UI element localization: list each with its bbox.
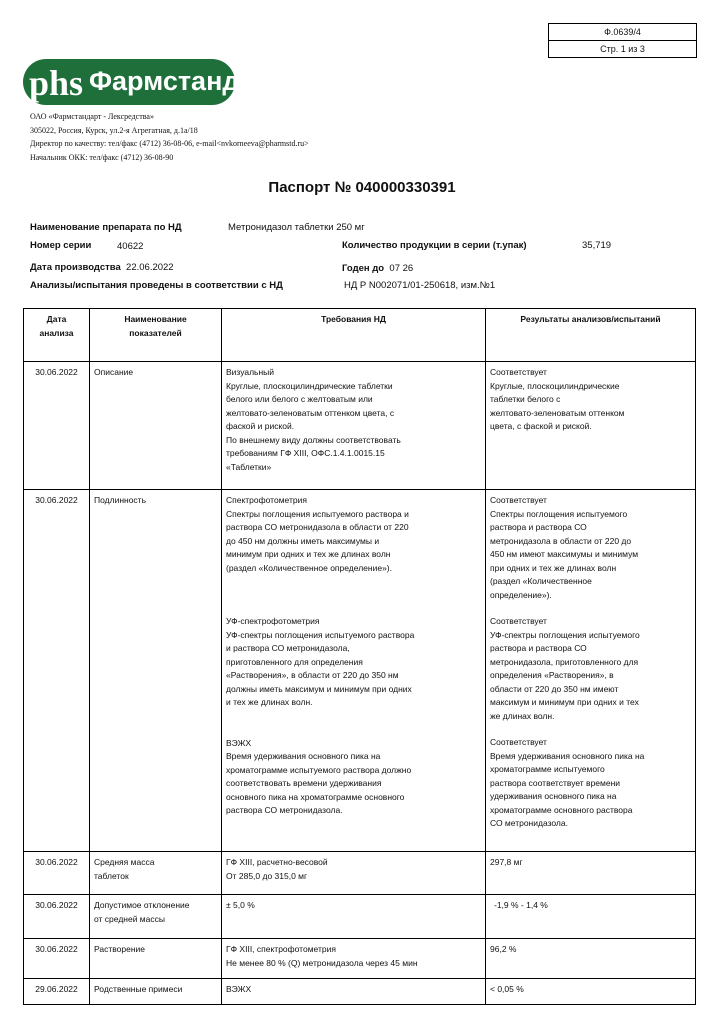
- row-requirements: [222, 852, 486, 895]
- table-row: [24, 490, 696, 852]
- row-results: [486, 362, 696, 490]
- row-date: 30.06.2022: [24, 490, 90, 852]
- requirement-text: ВЭЖХ: [226, 984, 252, 994]
- quality-director-contact: Директор по качеству: тел/факс (4712) 36-08-06, e-mail<nvkorneeva@pharmstd.ru>: [30, 139, 309, 148]
- result-text: Соответствует Время удерживания основного пика на хроматограмме испытуемого раствора соответствует времени удерживания основного пика на хроматограмме основного раствора СО метронидазола.: [490, 737, 645, 828]
- form-code-box: [548, 23, 697, 58]
- row-date: 30.06.2022: [24, 362, 90, 490]
- production-date: [30, 262, 174, 273]
- exp-label: Годен до: [342, 263, 385, 274]
- row-requirements: [222, 979, 486, 1005]
- row-date: 29.06.2022: [24, 979, 90, 1005]
- row-name: Подлинность: [90, 490, 222, 852]
- row-requirements: [222, 490, 486, 852]
- requirement-text: ГФ XIII, расчетно-весовой От 285,0 до 315,0 мг: [226, 857, 328, 881]
- result-text: -1,9 % - 1,4 %: [494, 900, 548, 910]
- drug-value: Метронидазол таблетки 250 мг: [228, 222, 365, 233]
- table-row: [24, 939, 696, 979]
- row-requirements: [222, 939, 486, 979]
- row-results: [486, 979, 696, 1005]
- requirement-text: ГФ XIII, спектрофотометрия Не менее 80 % (Q) метронидазола через 45 мин: [226, 944, 418, 968]
- drug-label: Наименование препарата по НД: [30, 222, 182, 233]
- table-row: [24, 895, 696, 939]
- row-results: [486, 939, 696, 979]
- row-results: [486, 852, 696, 895]
- nd-value: НД Р N002071/01-250618, изм.№1: [344, 280, 496, 291]
- result-text: Соответствует Спектры поглощения испытуемого раствора и раствора СО метронидазола в области от 220 до 450 нм имеют максимумы и минимум при одних и тех же длинах волн (раздел «Количественное определение»).: [490, 495, 639, 600]
- form-code: Ф.0639/4: [604, 27, 641, 37]
- result-text: Соответствует УФ-спектры поглощения испытуемого раствора и раствора СО метронидазола, приготовленного для определения «Растворения», в области от 220 до 350 нм имеют максимум и минимум при одних и тех же длинах волн.: [490, 616, 640, 721]
- header-requirements: Требования НД: [222, 309, 486, 362]
- row-date: 30.06.2022: [24, 895, 90, 939]
- result-text: 96,2 %: [490, 944, 517, 954]
- nd-label: Анализы/испытания проведены в соответствии с НД: [30, 280, 283, 291]
- table-row: [24, 979, 696, 1005]
- logo-mark: phs: [29, 63, 84, 103]
- row-requirements: [222, 895, 486, 939]
- row-name: Описание: [90, 362, 222, 490]
- pharmstandard-logo: [23, 57, 284, 107]
- qty-value: 35,719: [582, 240, 612, 251]
- header-date: Дата анализа: [24, 309, 90, 362]
- requirement-text: Визуальный Круглые, плоскоцилиндрические таблетки белого или белого с желтоватым или желтовато-зеленоватым оттенком цвета, с фаской и риской. По внешнему виду должны соответствовать требованиям ГФ XIII, ОФС.1.4.1.0015.15 «Таблетки»: [226, 367, 401, 472]
- document-title: Паспорт № 040000330391: [268, 179, 456, 196]
- company-address: 305022, Россия, Курск, ул.2-я Агрегатная, д.1а/18: [30, 125, 198, 135]
- requirement-text: УФ-спектрофотометрия УФ-спектры поглощения испытуемого раствора и раствора СО метронидазола, приготовленного для определения «Растворения», в области от 220 до 350 нм должны иметь максимум и минимум при одних и тех же длинах волн.: [226, 616, 415, 707]
- expiry-date: [342, 263, 413, 274]
- requirement-text: Спектрофотометрия Спектры поглощения испытуемого раствора и раствора СО метронидазола в области от 220 до 450 нм должны иметь максимумы и минимум при одних и тех же длинах волн (раздел «Количественное определение»).: [226, 495, 409, 573]
- row-name: Растворение: [90, 939, 222, 979]
- requirement-text: ± 5,0 %: [226, 900, 255, 910]
- analysis-table: [23, 308, 696, 1005]
- company-name: ОАО «Фармстандарт - Лексредства»: [30, 112, 154, 121]
- exp-value: 07 26: [389, 263, 414, 274]
- table-header-row: [24, 309, 696, 362]
- series-value: 40622: [117, 241, 144, 252]
- row-name: Средняя масса таблеток: [90, 852, 222, 895]
- header-name: Наименование показателей: [90, 309, 222, 362]
- qty-label: Количество продукции в серии (т.упак): [342, 240, 527, 251]
- table-row: [24, 852, 696, 895]
- row-requirements: [222, 362, 486, 490]
- table-row: [24, 362, 696, 490]
- prod-label: Дата производства: [30, 262, 121, 273]
- page-number: Стр. 1 из 3: [549, 40, 696, 57]
- result-text: 297,8 мг: [490, 857, 523, 867]
- series-label: Номер серии: [30, 240, 92, 251]
- result-text: < 0,05 %: [490, 984, 524, 994]
- row-name: Родственные примеси: [90, 979, 222, 1005]
- row-date: 30.06.2022: [24, 852, 90, 895]
- row-results: [486, 895, 696, 939]
- header-results: Результаты анализов/испытаний: [486, 309, 696, 362]
- requirement-text: ВЭЖХ Время удерживания основного пика на хроматограмме испытуемого раствора должно соответствовать времени удерживания основного пика на хроматограмме основного раствора СО метронидазола.: [226, 737, 412, 815]
- row-results: [486, 490, 696, 852]
- row-date: 30.06.2022: [24, 939, 90, 979]
- qc-head-contact: Начальник ОКК: тел/факс (4712) 36-08-90: [30, 152, 174, 162]
- prod-value: 22.06.2022: [126, 262, 174, 273]
- company-info: [30, 110, 309, 164]
- row-name: Допустимое отклонение от средней массы: [90, 895, 222, 939]
- result-text: Соответствует Круглые, плоскоцилиндрические таблетки белого с желтовато-зеленоватым оттенком цвета, с фаской и риской.: [490, 367, 625, 431]
- logo-name: Фармстандарт: [89, 66, 284, 96]
